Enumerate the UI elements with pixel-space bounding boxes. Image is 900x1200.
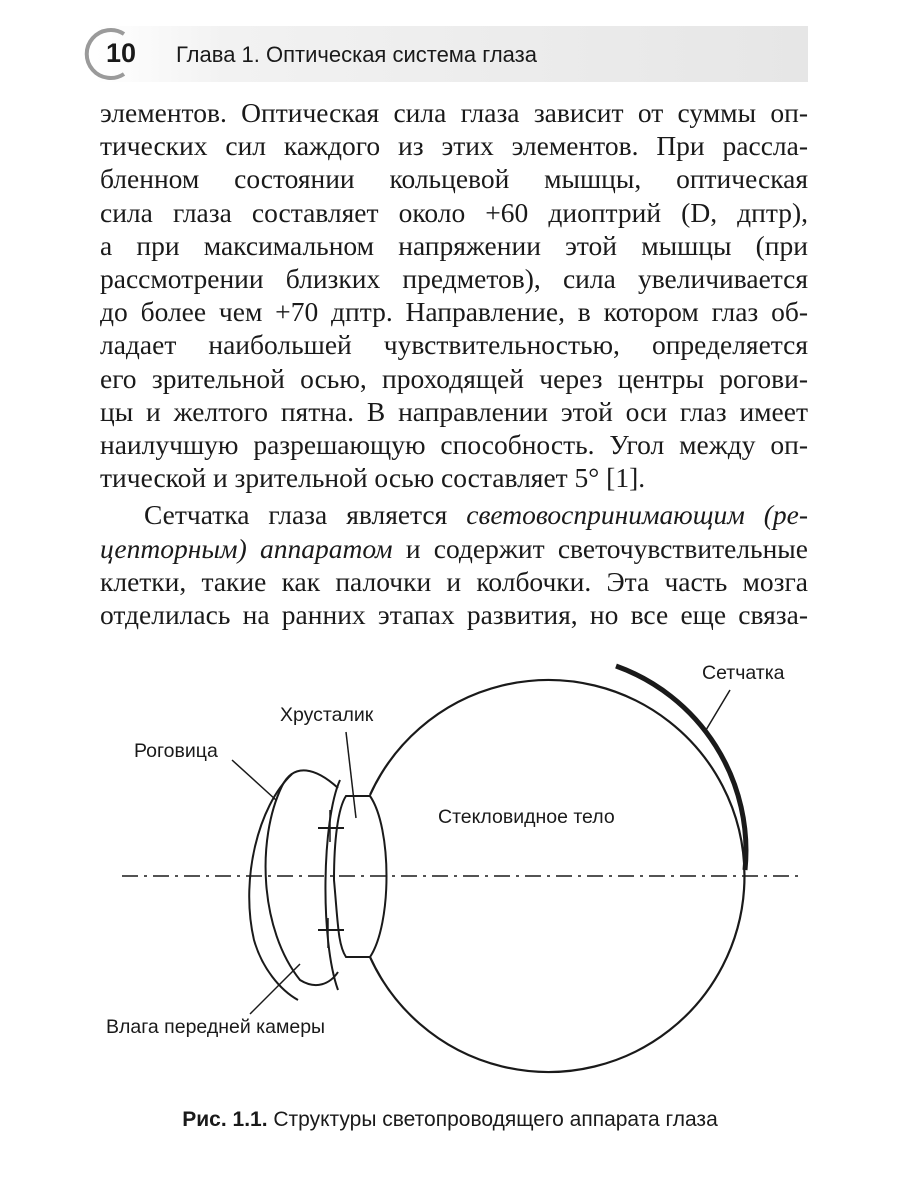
text-line: а при максимальном напряжении этой мышцы (при (100, 229, 808, 261)
text-line (100, 532, 808, 565)
text-line: отделилась на ранних этапах развития, но все еще связа- (100, 599, 808, 631)
text-line: его зрительной осью, проходящей через центры рогови- (100, 362, 808, 394)
italic-term: световоспринимающим (ре- (466, 499, 808, 531)
leader-aqueous (250, 964, 300, 1014)
page-number: 10 (106, 38, 137, 68)
figure-caption (0, 1108, 900, 1132)
label-vitreous: Стекловидное тело (438, 806, 615, 828)
text-line (100, 498, 808, 531)
leader-cornea (232, 760, 276, 800)
caption-text: Структуры светопроводящего аппарата глаза (267, 1108, 718, 1131)
text-line: элементов. Оптическая сила глаза зависит от суммы оп- (100, 97, 808, 128)
text-run: и содержит светочувствительные (392, 532, 808, 564)
cornea-inner (266, 770, 338, 985)
label-aqueous: Влага передней камеры (106, 1016, 326, 1038)
text-line: клетки, такие как палочки и колбочки. Эта часть мозга (100, 565, 808, 597)
eye-diagram-svg (0, 640, 900, 1080)
label-retina: Сетчатка (702, 662, 785, 684)
text-line: ладает наибольшей чувствительностью, определяется (100, 329, 808, 361)
text-line: наилучшую разрешающую способность. Угол между оп- (100, 429, 808, 461)
text-line: цы и желтого пятна. В направлении этой оси глаз имеет (100, 395, 808, 427)
label-cornea: Роговица (134, 740, 218, 762)
italic-term: цепторным) аппаратом (100, 532, 393, 564)
text-line: тической и зрительной осью составляет 5° [1]. (100, 462, 646, 494)
chapter-title: Глава 1. Оптическая система глаза (176, 42, 537, 67)
paragraph-2 (100, 498, 808, 631)
text-line: сила глаза составляет около +60 диоптрий (D, дптр), (100, 196, 808, 228)
eye-diagram (0, 640, 900, 1080)
text-line: тических сил каждого из этих элементов. При рассла- (100, 130, 808, 162)
text-line: бленном состоянии кольцевой мышцы, оптическая (100, 163, 808, 195)
text-line: до более чем +70 дптр. Направление, в котором глаз об- (100, 296, 808, 328)
anterior-chamber-back (325, 780, 340, 990)
leader-retina (706, 690, 730, 730)
caption-number: Рис. 1.1. (182, 1108, 268, 1131)
text-run: Сетчатка глаза является (144, 499, 467, 531)
label-lens: Хрусталик (280, 704, 374, 726)
leader-lens (346, 732, 356, 818)
text-line: рассмотрении близких предметов), сила увеличивается (100, 263, 808, 295)
paragraph-1 (100, 96, 808, 494)
body-text (100, 96, 808, 631)
